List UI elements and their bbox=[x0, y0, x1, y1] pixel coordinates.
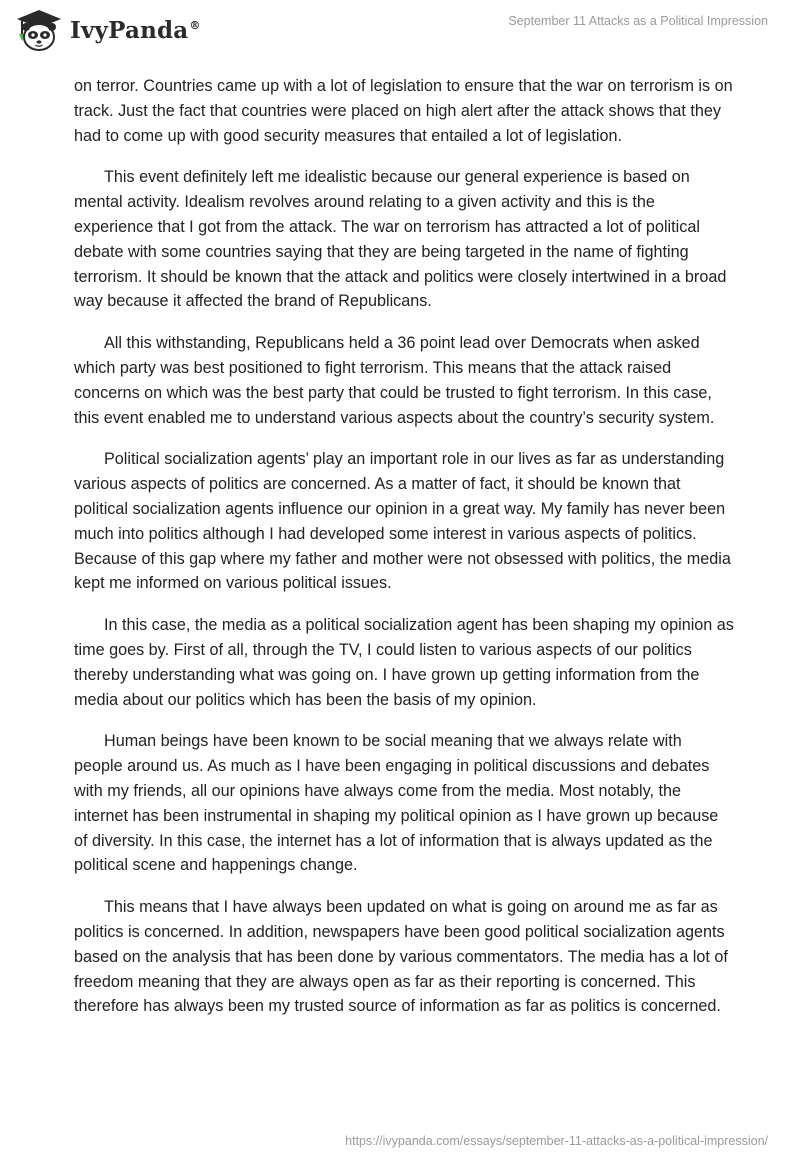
source-url[interactable]: https://ivypanda.com/essays/september-11-attacks-as-a-political-impression/ bbox=[345, 1134, 768, 1148]
essay-body bbox=[74, 74, 734, 1036]
paragraph: All this withstanding, Republicans held a 36 point lead over Democrats when asked which party was best positioned to fight terrorism. This means that the attack raised concerns on which was the best party that could be trusted to fight terrorism. In this case, this event enabled me to understand various aspects about the country’s security system. bbox=[74, 334, 715, 427]
paragraph: Human beings have been known to be social meaning that we always relate with people around us. As much as I have been engaging in political discussions and debates with my friends, all our opinions have always come from the media. Most notably, the internet has been instrumental in shaping my political opinion as I have grown up because of diversity. In this case, the internet has a lot of information that is always updated as the political scene and happenings change. bbox=[74, 732, 719, 875]
paragraph: on terror. Countries came up with a lot of legislation to ensure that the war on terrorism is on track. Just the fact that countries were placed on high alert after the attack shows that they had to come up with good security measures that entailed a lot of legislation. bbox=[74, 77, 733, 145]
ivypanda-logo[interactable] bbox=[14, 8, 201, 52]
page-header bbox=[0, 0, 800, 70]
panda-graduate-icon bbox=[14, 8, 64, 52]
document-title: September 11 Attacks as a Political Impression bbox=[508, 14, 768, 28]
registered-mark: ® bbox=[189, 18, 201, 32]
logo-wordmark bbox=[70, 17, 201, 44]
logo-text: IvyPanda bbox=[70, 16, 189, 44]
paragraph: Political socialization agents’ play an important role in our lives as far as understanding various aspects of politics are concerned. As a matter of fact, it should be known that political socialization agents influence our opinion in a great way. My family has never been much into politics although I had developed some interest in various aspects of politics. Because of this gap where my father and mother were not obsessed with politics, the media kept me informed on various political issues. bbox=[74, 450, 731, 593]
paragraph: This means that I have always been updated on what is going on around me as far as politics is concerned. In addition, newspapers have been good political socialization agents based on the analysis that has been done by various commentators. The media has a lot of freedom meaning that they are always open as far as their reporting is concerned. This therefore has always been my trusted source of information as far as politics is concerned. bbox=[74, 898, 728, 1016]
paragraph: This event definitely left me idealistic because our general experience is based on mental activity. Idealism revolves around relating to a given activity and this is the experience that I got from the attack. The war on terrorism has attracted a lot of political debate with some countries saying that they are being targeted in the name of fighting terrorism. It should be known that the attack and politics were closely intertwined in a broad way because it affected the brand of Republicans. bbox=[74, 168, 727, 311]
paragraph: In this case, the media as a political socialization agent has been shaping my opinion as time goes by. First of all, through the TV, I could listen to various aspects of our politics thereby understanding what was going on. I have grown up getting information from the media about our politics which has been the basis of my opinion. bbox=[74, 616, 734, 709]
